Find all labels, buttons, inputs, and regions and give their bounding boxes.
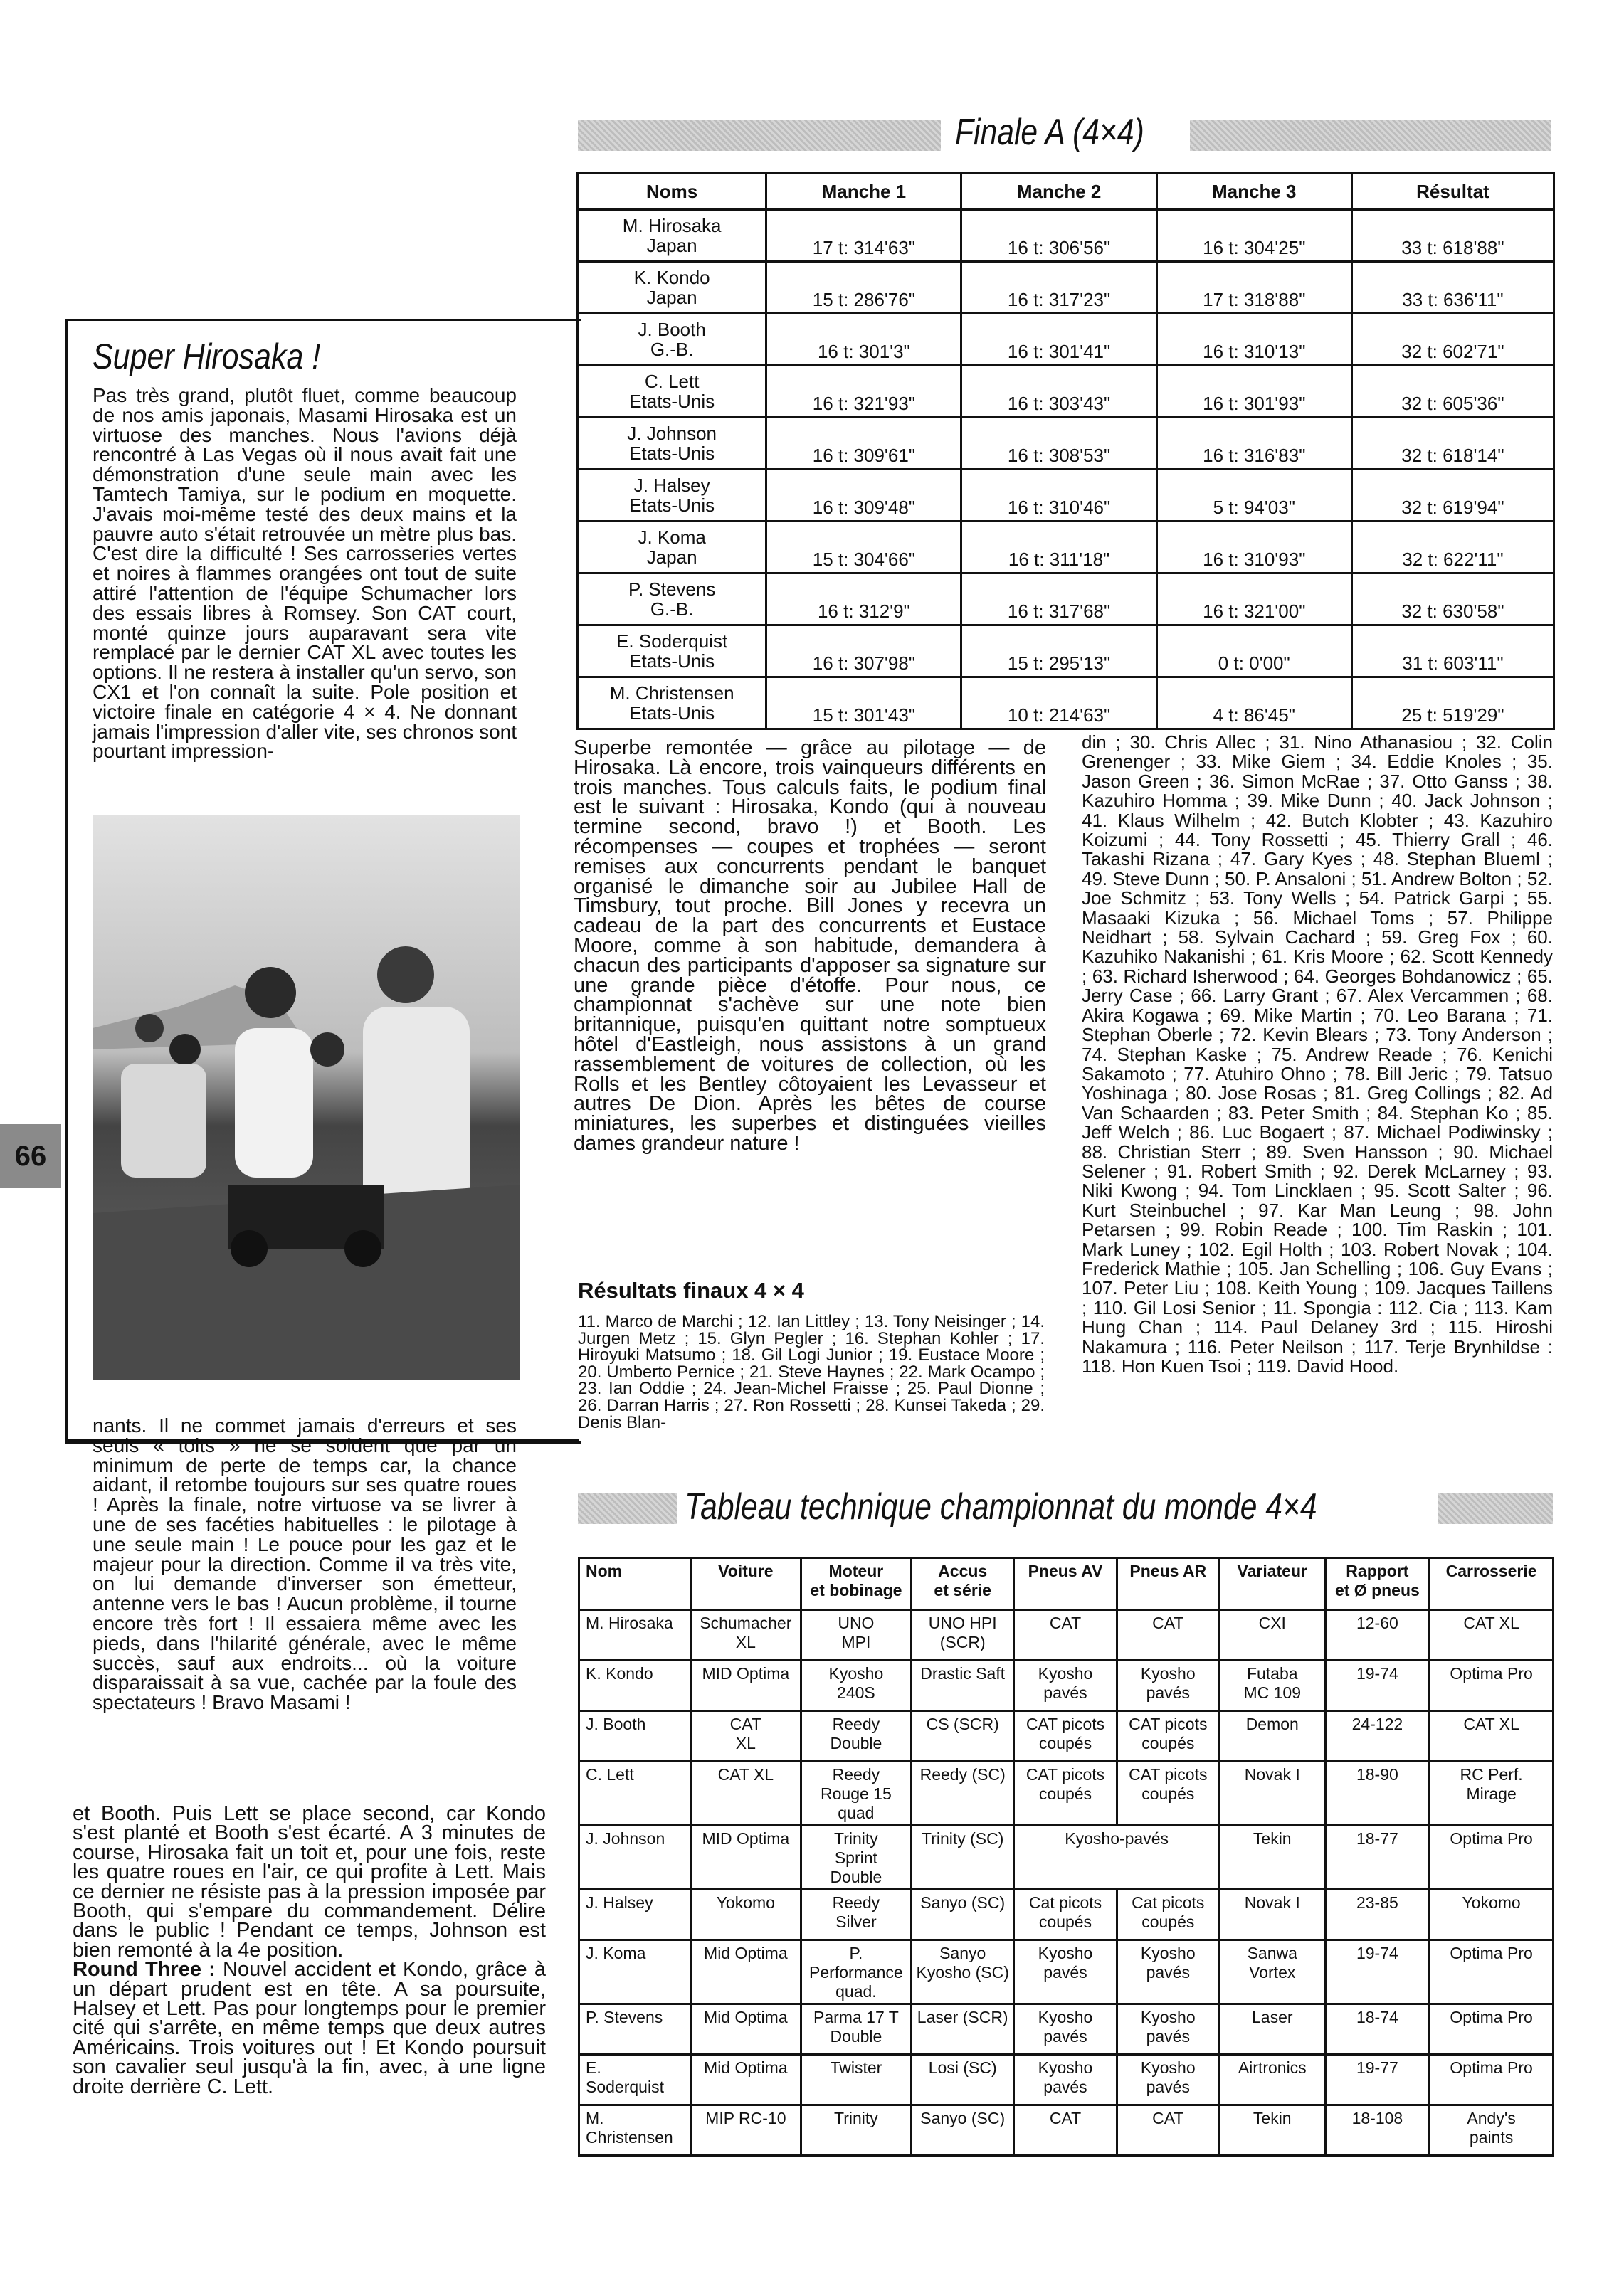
- tech-cell: Kyosho-pavés: [1014, 1826, 1220, 1890]
- tech-cell: CAT: [1014, 2105, 1117, 2156]
- tech-cell: 23-85: [1325, 1890, 1430, 1940]
- finale-row: [578, 625, 1554, 677]
- finale-m2-cell: 16 t: 303'43": [961, 366, 1156, 418]
- driver-country: Japan: [646, 546, 697, 568]
- tech-row: [579, 2105, 1554, 2156]
- tech-cell: Tekin: [1219, 2105, 1325, 2156]
- finale-res-cell: 32 t: 622'11": [1351, 522, 1554, 573]
- photo-scene: [93, 815, 520, 1380]
- finale-banner-right: [1190, 120, 1551, 151]
- tech-cell: CAT picots coupés: [1014, 1762, 1117, 1826]
- finale-m3-cell: 16 t: 316'83": [1156, 418, 1351, 470]
- tech-cell: Optima Pro: [1430, 1826, 1554, 1890]
- tech-header-cell: Variateur: [1219, 1558, 1325, 1610]
- finale-m3-cell: 17 t: 318'88": [1156, 262, 1351, 314]
- finale-res-cell: 31 t: 603'11": [1351, 625, 1554, 677]
- tech-cell: Demon: [1219, 1711, 1325, 1762]
- tech-cell: Optima Pro: [1430, 2004, 1554, 2055]
- tech-cell: CAT XL: [1430, 1610, 1554, 1661]
- finale-header-cell: Manche 2: [961, 174, 1156, 210]
- tech-cell: CAT XL: [1430, 1711, 1554, 1762]
- tech-cell: Mid Optima: [690, 2004, 801, 2055]
- tech-cell: Kyosho pavés: [1117, 2004, 1219, 2055]
- tech-cell: RC Perf. Mirage: [1430, 1762, 1554, 1826]
- finale-m1-cell: 15 t: 286'76": [766, 262, 961, 314]
- tech-cell: Kyosho pavés: [1014, 1940, 1117, 2004]
- tech-cell: CXI: [1219, 1610, 1325, 1661]
- tech-cell: Parma 17 T Double: [801, 2004, 911, 2055]
- finale-header-cell: Résultat: [1351, 174, 1554, 210]
- finale-m1-cell: 15 t: 301'43": [766, 677, 961, 729]
- round-three-text: Nouvel accident et Kondo, grâce à un départ prudent est en tête. A sa poursuite, Halsey et Lett. Pas pour longtemps pour le premier cité qui s'arrête, en même temps que deux autres Américains. Trois voitures out ! Et Kondo poursuit son cavalier seul jusqu'à la fin, avec, à une ligne droite derrière C. Lett.: [73, 1958, 546, 2098]
- tech-cell: Kyosho pavés: [1014, 2055, 1117, 2105]
- driver-name: E. Soderquist: [616, 630, 728, 652]
- tech-header-cell: Nom: [579, 1558, 691, 1610]
- tech-cell: Twister: [801, 2055, 911, 2105]
- tech-cell: CAT: [1117, 1610, 1219, 1661]
- tech-cell: Tekin: [1219, 1826, 1325, 1890]
- tech-header-cell: Pneus AR: [1117, 1558, 1219, 1610]
- tech-cell: Optima Pro: [1430, 1940, 1554, 2004]
- driver-country: Etats-Unis: [629, 391, 715, 412]
- tech-cell: M. Christensen: [579, 2105, 691, 2156]
- tech-cell: Reedy Double: [801, 1711, 911, 1762]
- tech-cell: Laser (SCR): [912, 2004, 1014, 2055]
- driver-name: J. Halsey: [633, 475, 710, 496]
- tech-row: [579, 2055, 1554, 2105]
- finale-header-cell: Noms: [578, 174, 766, 210]
- tech-cell: J. Booth: [579, 1711, 691, 1762]
- finale-res-cell: 32 t: 630'58": [1351, 573, 1554, 625]
- tech-banner-right: [1438, 1493, 1553, 1524]
- left-paragraph-1: et Booth. Puis Lett se place second, car Kondo s'est planté et Booth s'est écarté. A 3 minutes de course, Hirosaka fait un toit et, pour une fois, reste les quatre roues en l'air, ce qui profite à Lett. Mais ce dernier ne résiste pas à la pression imposée par Booth, qui s'empare du commandement. Délire dans le public ! Pendant ce temps, Johnson est bien remonté à la 4e position.: [73, 1802, 546, 1962]
- driver-country: Etats-Unis: [629, 650, 715, 672]
- tech-cell: Mid Optima: [690, 2055, 801, 2105]
- tech-cell: Reedy Silver: [801, 1890, 911, 1940]
- finale-name-cell: [578, 625, 766, 677]
- tech-cell: P. Stevens: [579, 2004, 691, 2055]
- tech-cell: Reedy Rouge 15 quad: [801, 1762, 911, 1826]
- finale-m3-cell: 16 t: 310'93": [1156, 522, 1351, 573]
- tech-cell: E. Soderquist: [579, 2055, 691, 2105]
- tech-cell: J. Halsey: [579, 1890, 691, 1940]
- finale-res-cell: 32 t: 602'71": [1351, 314, 1554, 366]
- tech-cell: 18-108: [1325, 2105, 1430, 2156]
- finale-banner-left: [578, 120, 941, 151]
- finale-m1-cell: 16 t: 307'98": [766, 625, 961, 677]
- tech-cell: Kyosho pavés: [1014, 1661, 1117, 1711]
- sidebar-title: Super Hirosaka !: [93, 337, 321, 376]
- tech-row: [579, 2004, 1554, 2055]
- tech-cell: Sanwa Vortex: [1219, 1940, 1325, 2004]
- finale-m1-cell: 16 t: 309'48": [766, 470, 961, 522]
- tech-cell: CAT picots coupés: [1117, 1711, 1219, 1762]
- tech-row: [579, 1762, 1554, 1826]
- tech-cell: J. Koma: [579, 1940, 691, 2004]
- finale-m1-cell: 16 t: 309'61": [766, 418, 961, 470]
- finale-res-cell: 33 t: 618'88": [1351, 210, 1554, 262]
- tech-cell: Andy's paints: [1430, 2105, 1554, 2156]
- driver-country: G.-B.: [650, 339, 694, 360]
- tech-cell: Novak I: [1219, 1890, 1325, 1940]
- finale-name-cell: [578, 210, 766, 262]
- finale-name-cell: [578, 573, 766, 625]
- tech-cell: P. Performance quad.: [801, 1940, 911, 2004]
- finale-m3-cell: 0 t: 0'00": [1156, 625, 1351, 677]
- tech-header-row: [579, 1558, 1554, 1610]
- tech-cell: Cat picots coupés: [1014, 1890, 1117, 1940]
- tech-cell: 18-77: [1325, 1826, 1430, 1890]
- driver-name: M. Hirosaka: [622, 215, 722, 236]
- tech-cell: UNO MPI: [801, 1610, 911, 1661]
- tech-cell: UNO HPI (SCR): [912, 1610, 1014, 1661]
- finale-row: [578, 470, 1554, 522]
- tech-cell: Yokomo: [1430, 1890, 1554, 1940]
- driver-name: C. Lett: [644, 371, 700, 392]
- finale-res-cell: 32 t: 619'94": [1351, 470, 1554, 522]
- tech-cell: Futaba MC 109: [1219, 1661, 1325, 1711]
- tech-cell: CAT: [1014, 1610, 1117, 1661]
- finale-m2-cell: 16 t: 311'18": [961, 522, 1156, 573]
- tech-cell: Optima Pro: [1430, 1661, 1554, 1711]
- results-text: 11. Marco de Marchi ; 12. Ian Littley ; 13. Tony Neisinger ; 14. Jurgen Metz ; 15. Glyn Pegler ; 16. Stephan Kohler ; 17. Hiroyuki Matsumo ; 18. Gil Logi Junior ; 19. Eustace Moore ; 20. Umberto Pernice ; 21. Steve Haynes ; 22. Mark Ocampo ; 23. Ian Oddie ; 24. Jean-Michel Fraisse ; 25. Paul Dionne ; 26. Darran Harris ; 27. Ron Rossetti ; 28. Kunsei Takeda ; 29. Denis Blan-: [578, 1312, 1045, 1432]
- tech-cell: 19-74: [1325, 1940, 1430, 2004]
- tech-cell: Losi (SC): [912, 2055, 1014, 2105]
- tech-cell: CAT XL: [690, 1711, 801, 1762]
- tech-cell: Cat picots coupés: [1117, 1890, 1219, 1940]
- tech-cell: Novak I: [1219, 1762, 1325, 1826]
- finale-res-cell: 32 t: 605'36": [1351, 366, 1554, 418]
- sidebar-text-top: Pas très grand, plutôt fluet, comme beaucoup de nos amis japonais, Masami Hirosaka est un virtuose des manches. Nous l'avions déjà rencontré à Las Vegas où il nous avait fait une démonstration d'une seule main avec les Tamtech Tamiya, sur le podium en moquette. J'avais moi-même testé des deux mains et la pauvre auto s'était retrouvée un mètre plus bas. C'est dire la difficulté ! Ses carrosseries vertes et noires à flammes orangées ont tout de suite attiré l'attention de l'équipe Schumacher lors des essais libres à Romsey. Son CAT court, monté quinze jours auparavant sera vite remplacé par le dernier CAT XL avec toutes les options. Il ne restera à installer qu'un servo, son CX1 et l'on connaît la suite. Pole position et victoire finale en catégorie 4 × 4. Ne donnant jamais l'impression d'aller vite, ses chronos sont pourtant impression-: [93, 384, 517, 763]
- tech-cell: 24-122: [1325, 1711, 1430, 1762]
- finale-row: [578, 418, 1554, 470]
- driver-name: P. Stevens: [628, 578, 716, 600]
- finale-name-cell: [578, 677, 766, 729]
- left-column-text: [73, 1804, 546, 2097]
- finale-header-cell: Manche 3: [1156, 174, 1351, 210]
- driver-country: Japan: [646, 287, 697, 308]
- finale-name-cell: [578, 314, 766, 366]
- tech-cell: Trinity: [801, 2105, 911, 2156]
- driver-name: J. Booth: [638, 319, 706, 340]
- tech-cell: MID Optima: [690, 1661, 801, 1711]
- tech-title: Tableau technique championnat du monde 4×4: [685, 1486, 1317, 1528]
- finale-m2-cell: 16 t: 310'46": [961, 470, 1156, 522]
- tech-cell: CAT: [1117, 2105, 1219, 2156]
- driver-country: G.-B.: [650, 598, 694, 620]
- finale-m2-cell: 16 t: 317'68": [961, 573, 1156, 625]
- finale-m1-cell: 15 t: 304'66": [766, 522, 961, 573]
- finale-m3-cell: 4 t: 86'45": [1156, 677, 1351, 729]
- tech-cell: CAT picots coupés: [1117, 1762, 1219, 1826]
- finale-row: [578, 366, 1554, 418]
- tech-cell: Kyosho pavés: [1014, 2004, 1117, 2055]
- driver-name: K. Kondo: [633, 267, 710, 288]
- finale-res-cell: 32 t: 618'14": [1351, 418, 1554, 470]
- tech-cell: Trinity Sprint Double: [801, 1826, 911, 1890]
- finale-row: [578, 522, 1554, 573]
- finale-m2-cell: 10 t: 214'63": [961, 677, 1156, 729]
- tech-cell: 18-90: [1325, 1762, 1430, 1826]
- finale-name-cell: [578, 262, 766, 314]
- finale-m2-cell: 15 t: 295'13": [961, 625, 1156, 677]
- finale-m3-cell: 16 t: 304'25": [1156, 210, 1351, 262]
- finale-m3-cell: 5 t: 94'03": [1156, 470, 1351, 522]
- middle-column-text: Superbe remontée — grâce au pilotage — de Hirosaka. Là encore, trois vainqueurs différents en trois manches. Tous calculs faits, le podium final est le suivant : Hirosaka, Kondo (qui à nouveau termine second, bravo !) et Booth. Les récompenses — coupes et trophées — seront remises aux concurrents pendant le banquet organisé le dimanche soir au Jubilee Hall de Timsbury, tout proche. Bill Jones y recevra un cadeau de la part des concurrents et Eustace Moore, comme à son habitude, demandera à chacun des participants d'apposer sa signature sur une grande pièce d'étoffe. Pour nous, ce championnat s'achève sur une note bien britannique, puisqu'en quittant notre somptueux hôtel d'Eastleigh, nous assistons à un grand rassemblement de voitures de collection, où les Rolls et les Bentley côtoyaient les Levasseur et autres De Dion. Après les bêtes de course miniatures, les superbes et distinguées vieilles dames grandeur nature !: [574, 736, 1046, 1155]
- tech-cell: Kyosho 240S: [801, 1661, 911, 1711]
- tech-row: [579, 1711, 1554, 1762]
- tech-row: [579, 1610, 1554, 1661]
- driver-country: Japan: [646, 235, 697, 256]
- tech-cell: C. Lett: [579, 1762, 691, 1826]
- finale-row: [578, 262, 1554, 314]
- finale-res-cell: 25 t: 519'29": [1351, 677, 1554, 729]
- tech-cell: Airtronics: [1219, 2055, 1325, 2105]
- tech-cell: Reedy (SC): [912, 1762, 1014, 1826]
- tech-header-cell: Accus et série: [912, 1558, 1014, 1610]
- tech-cell: CS (SCR): [912, 1711, 1014, 1762]
- page-number: 66: [0, 1124, 61, 1188]
- driver-country: Etats-Unis: [629, 443, 715, 464]
- tech-header-cell: Voiture: [690, 1558, 801, 1610]
- tech-cell: Kyosho pavés: [1117, 1661, 1219, 1711]
- tech-header-cell: Rapport et Ø pneus: [1325, 1558, 1430, 1610]
- tech-cell: Sanyo Kyosho (SC): [912, 1940, 1014, 2004]
- finale-header-row: [578, 174, 1554, 210]
- tech-cell: Optima Pro: [1430, 2055, 1554, 2105]
- finale-name-cell: [578, 470, 766, 522]
- tech-cell: CAT XL: [690, 1762, 801, 1826]
- tech-header-cell: Carrosserie: [1430, 1558, 1554, 1610]
- tech-banner-left: [578, 1493, 677, 1524]
- finale-m3-cell: 16 t: 301'93": [1156, 366, 1351, 418]
- tech-header-cell: Pneus AV: [1014, 1558, 1117, 1610]
- finale-m1-cell: 16 t: 321'93": [766, 366, 961, 418]
- finale-name-cell: [578, 418, 766, 470]
- finale-m3-cell: 16 t: 310'13": [1156, 314, 1351, 366]
- tech-cell: Sanyo (SC): [912, 1890, 1014, 1940]
- finale-m2-cell: 16 t: 308'53": [961, 418, 1156, 470]
- tech-cell: 19-77: [1325, 2055, 1430, 2105]
- tech-cell: Trinity (SC): [912, 1826, 1014, 1890]
- tech-cell: Sanyo (SC): [912, 2105, 1014, 2156]
- tech-cell: MIP RC-10: [690, 2105, 801, 2156]
- tech-header-cell: Moteur et bobinage: [801, 1558, 911, 1610]
- finale-m1-cell: 17 t: 314'63": [766, 210, 961, 262]
- finale-m2-cell: 16 t: 306'56": [961, 210, 1156, 262]
- finale-m2-cell: 16 t: 317'23": [961, 262, 1156, 314]
- tech-cell: Kyosho pavés: [1117, 1940, 1219, 2004]
- tech-cell: M. Hirosaka: [579, 1610, 691, 1661]
- sidebar-text-bottom: nants. Il ne commet jamais d'erreurs et ses seuls « toits » ne se soldent que par un minimum de perte de temps car, la chance aidant, il retombe toujours sur ses quatre roues ! Après la finale, notre virtuose va se livrer à une de ses facéties habituelles : le pilotage à une seule main ! Le pouce pour les gaz et le majeur pour la direction. Comme il va très vite, on lui demande d'inverser son émetteur, antenne vers le bas ! Aucun problème, il tourne encore très fort ! Il essaiera même avec les pieds, dans l'hilarité générale, avec le même succès, sauf aux endroits... où la voiture disparaissait à sa vue, cachée par la foule des spectateurs ! Bravo Masami !: [93, 1414, 517, 1714]
- driver-name: J. Johnson: [627, 423, 717, 444]
- tech-cell: CAT picots coupés: [1014, 1711, 1117, 1762]
- finale-res-cell: 33 t: 636'11": [1351, 262, 1554, 314]
- results-title: Résultats finaux 4 × 4: [578, 1278, 804, 1303]
- finale-name-cell: [578, 522, 766, 573]
- tech-cell: Kyosho pavés: [1117, 2055, 1219, 2105]
- tech-cell: J. Johnson: [579, 1826, 691, 1890]
- finale-row: [578, 677, 1554, 729]
- finale-table: [576, 172, 1555, 730]
- driver-name: M. Christensen: [609, 682, 734, 704]
- right-column-text: din ; 30. Chris Allec ; 31. Nino Athanasiou ; 32. Colin Grenenger ; 33. Mike Giem ; 34. Eddie Knoles ; 35. Jason Green ; 36. Simon McRae ; 37. Otto Ganss ; 38. Kazuhiro Homma ; 39. Mike Dunn ; 40. Jack Johnson ; 41. Klaus Wilhelm ; 42. Butch Klobter ; 43. Kazuhiro Koizumi ; 44. Tony Rossetti ; 45. Thierry Grall ; 46. Takashi Rizana ; 47. Gary Kyes ; 48. Stephan Blueml ; 49. Steve Dunn ; 50. P. Ansaloni ; 51. Andrew Bolton ; 52. Joe Schmitz ; 53. Tony Wells ; 54. Patrick Garpi ; 55. Masaaki Kizuka ; 56. Michael Toms ; 57. Philippe Neidhart ; 58. Sylvain Cachard ; 59. Greg Fox ; 60. Kazuhiko Nakanishi ; 61. Kris Moore ; 62. Scott Kennedy ; 63. Richard Isherwood ; 64. Georges Bohdanowicz ; 65. Jerry Case ; 66. Larry Grant ; 67. Alex Vercammen ; 68. Akira Kogawa ; 69. Mike Martin ; 70. Leo Barana ; 71. Stephan Oberle ; 72. Kevin Blears ; 73. Tony Anderson ; 74. Stephan Kaske ; 75. Andrew Reade ; 76. Kenichi Sakamoto ; 77. Atuhiro Ohno ; 78. Bill Jeric ; 79. Tatsuo Yoshinaga ; 80. Jose Rosas ; 81. Greg Collings ; 82. Ad Van Schaarden ; 83. Peter Smith ; 84. Stephan Ko ; 85. Jeff Welch ; 86. Luc Bogaert ; 87. Michael Podiwinsky ; 88. Christian Sterr ; 89. Sven Hansson ; 90. Michael Selener ; 91. Robert Smith ; 92. Derek McLarney ; 93. Niki Kwong ; 94. Tom Lincklaen ; 95. Scott Salter ; 96. Kurt Steinbuchel ; 97. Kar Man Leung ; 98. John Petarsen ; 99. Robin Reade ; 100. Tim Raskin ; 101. Mark Luney ; 102. Egil Holth ; 103. Robert Novak ; 104. Frederick Mathie ; 105. Jan Schelling ; 106. Guy Evans ; 107. Peter Liu ; 108. Keith Young ; 109. Jacques Taillens ; 110. Gil Losi Senior ; 11. Spongia : 112. Cia ; 113. Kam Hung Chan ; 114. Paul Delaney 3rd ; 115. Hiroshi Nakamura ; 116. Peter Neilson ; 117. Terje Brynhildse : 118. Hon Kuen Tsoi ; 119. David Hood.: [1082, 731, 1553, 1377]
- tech-table: [578, 1557, 1554, 2157]
- tech-cell: MID Optima: [690, 1826, 801, 1890]
- finale-row: [578, 210, 1554, 262]
- tech-cell: Mid Optima: [690, 1940, 801, 2004]
- tech-cell: Laser: [1219, 2004, 1325, 2055]
- driver-country: Etats-Unis: [629, 494, 715, 516]
- driver-country: Etats-Unis: [629, 702, 715, 724]
- tech-cell: 19-74: [1325, 1661, 1430, 1711]
- finale-name-cell: [578, 366, 766, 418]
- tech-row: [579, 1826, 1554, 1890]
- tech-cell: 18-74: [1325, 2004, 1430, 2055]
- finale-m2-cell: 16 t: 301'41": [961, 314, 1156, 366]
- finale-row: [578, 573, 1554, 625]
- race-photo: [93, 815, 520, 1380]
- tech-cell: Yokomo: [690, 1890, 801, 1940]
- driver-name: J. Koma: [638, 527, 706, 548]
- left-paragraph-2: [73, 1960, 546, 2097]
- finale-m1-cell: 16 t: 312'9": [766, 573, 961, 625]
- round-three-label: Round Three :: [73, 1958, 216, 1982]
- tech-cell: K. Kondo: [579, 1661, 691, 1711]
- finale-m1-cell: 16 t: 301'3": [766, 314, 961, 366]
- finale-row: [578, 314, 1554, 366]
- tech-cell: Schumacher XL: [690, 1610, 801, 1661]
- tech-row: [579, 1940, 1554, 2004]
- finale-header-cell: Manche 1: [766, 174, 961, 210]
- tech-row: [579, 1890, 1554, 1940]
- tech-cell: Drastic Saft: [912, 1661, 1014, 1711]
- tech-row: [579, 1661, 1554, 1711]
- tech-cell: 12-60: [1325, 1610, 1430, 1661]
- finale-m3-cell: 16 t: 321'00": [1156, 573, 1351, 625]
- finale-title: Finale A (4×4): [955, 112, 1144, 153]
